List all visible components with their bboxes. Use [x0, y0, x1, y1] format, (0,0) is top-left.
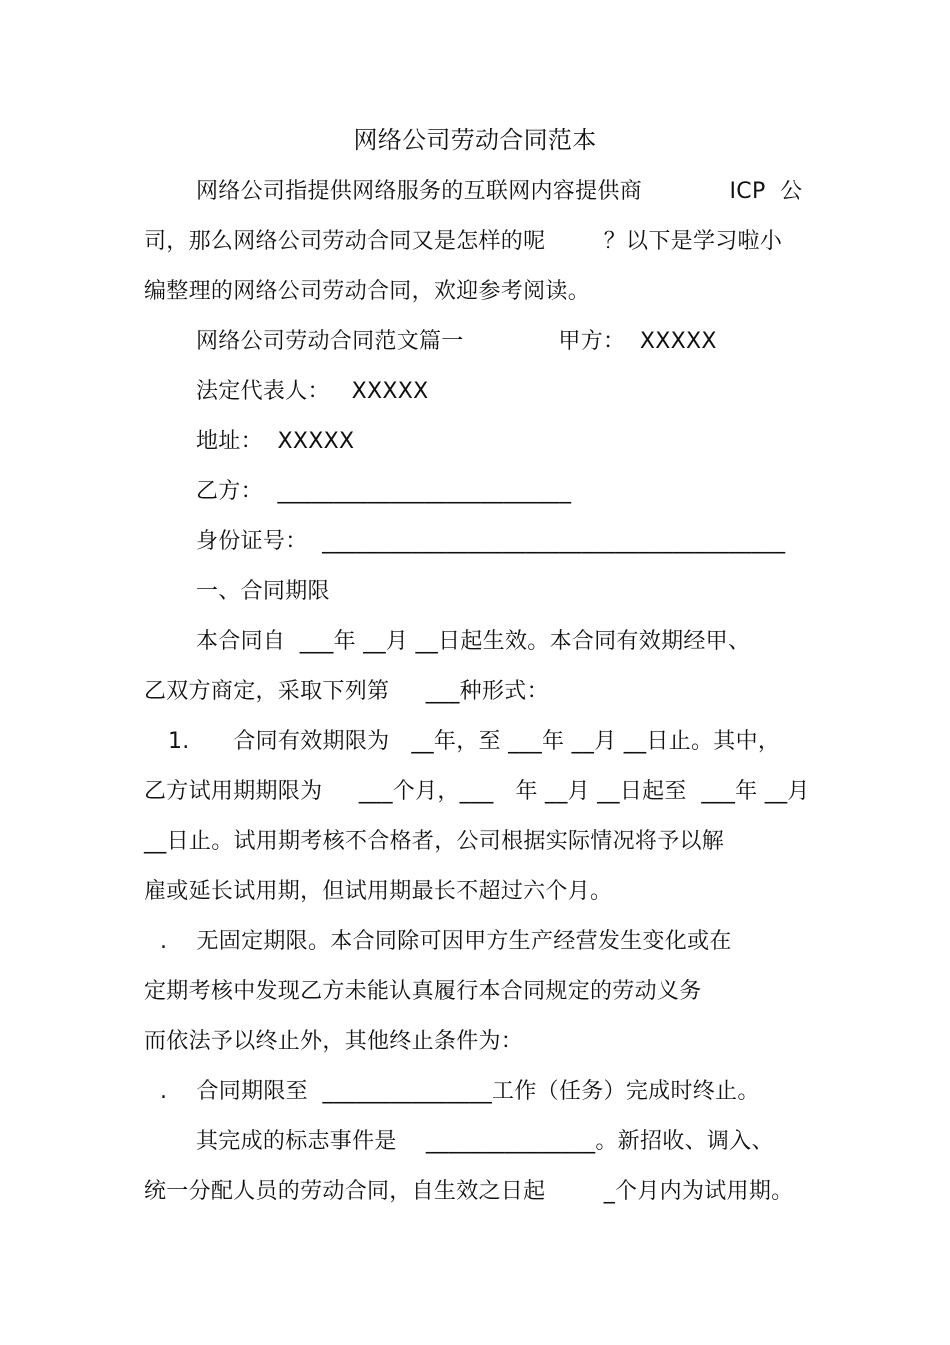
paragraph-line: 乙双方商定，采取下列第 ___种形式： — [144, 679, 549, 704]
paragraph-line: 地址： XXXXX — [196, 429, 355, 454]
paragraph-line: 身份证号： _________________________________________ — [196, 529, 786, 554]
paragraph-line: 1. 合同有效期限为 __年，至 ___年 __月 __日止。其中， — [168, 729, 781, 754]
paragraph-line: 本合同自 ___年 __月 __日起生效。本合同有效期经甲、 — [196, 629, 751, 654]
paragraph-line: 统一分配人员的劳动合同，自生效之日起 _个月内为试用期。 — [144, 1179, 794, 1204]
paragraph-line: 而依法予以终止外，其他终止条件为： — [144, 1029, 524, 1054]
paragraph-line: 乙方： __________________________ — [196, 479, 572, 504]
document-title: 网络公司劳动合同范本 — [353, 126, 597, 154]
paragraph-line: __日止。试用期考核不合格者，公司根据实际情况将予以解 — [144, 829, 725, 854]
paragraph-line: 其完成的标志事件是 _______________。新招收、调入、 — [196, 1129, 774, 1154]
paragraph-line: 雇或延长试用期，但试用期最长不超过六个月。 — [144, 879, 613, 904]
paragraph-line: 网络公司指提供网络服务的互联网内容提供商 ICP 公 — [196, 179, 803, 204]
paragraph-line: . 无固定期限。本合同除可因甲方生产经营发生变化或在 — [160, 929, 732, 954]
paragraph-line: 乙方试用期期限为 ___个月，___ 年 __月 __日起至 ___年 __月 — [144, 779, 810, 804]
paragraph-line: . 合同期限至 _______________工作（任务）完成时终止。 — [160, 1079, 760, 1104]
paragraph-line: 司，那么网络公司劳动合同又是怎样的呢 ？以下是学习啦小 — [144, 229, 783, 254]
paragraph-line: 法定代表人： XXXXX — [196, 379, 429, 404]
section-heading: 一、合同期限 — [196, 579, 330, 604]
paragraph-line: 定期考核中发现乙方未能认真履行本合同规定的劳动义务 — [144, 979, 702, 1004]
paragraph-line: 编整理的网络公司劳动合同，欢迎参考阅读。 — [144, 279, 591, 304]
paragraph-line: 网络公司劳动合同范文篇一 甲方： XXXXX — [196, 329, 717, 354]
